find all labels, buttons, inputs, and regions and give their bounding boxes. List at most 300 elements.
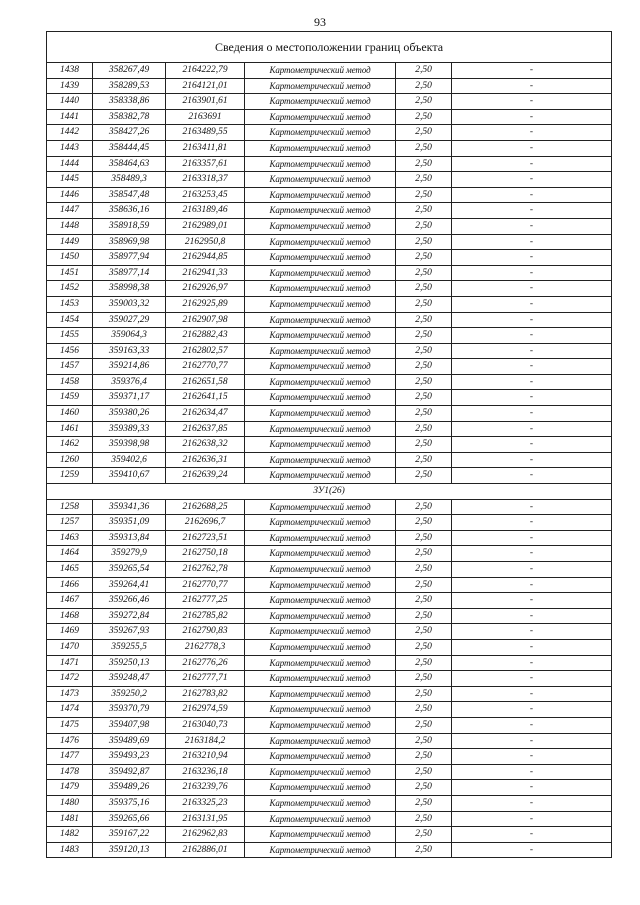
y-coordinate-cell: 2163253,45 (166, 187, 245, 203)
accuracy-cell: 2,50 (396, 515, 452, 531)
point-number-cell: 1481 (47, 811, 93, 827)
accuracy-cell: 2,50 (396, 281, 452, 297)
accuracy-cell: 2,50 (396, 811, 452, 827)
method-cell: Картометрический метод (245, 749, 396, 765)
method-cell: Картометрический метод (245, 172, 396, 188)
method-cell: Картометрический метод (245, 343, 396, 359)
method-cell: Картометрический метод (245, 63, 396, 79)
point-number-cell: 1260 (47, 452, 93, 468)
method-cell: Картометрический метод (245, 780, 396, 796)
table-row (47, 296, 612, 312)
accuracy-cell: 2,50 (396, 328, 452, 344)
accuracy-cell: 2,50 (396, 172, 452, 188)
table-row (47, 218, 612, 234)
method-cell: Картометрический метод (245, 109, 396, 125)
y-coordinate-cell: 2162696,7 (166, 515, 245, 531)
x-coordinate-cell: 359003,32 (93, 296, 166, 312)
point-number-cell: 1469 (47, 624, 93, 640)
table-row (47, 749, 612, 765)
accuracy-cell: 2,50 (396, 343, 452, 359)
method-cell: Картометрический метод (245, 265, 396, 281)
description-cell: - (452, 562, 612, 578)
boundary-table-body (47, 32, 612, 858)
accuracy-cell: 2,50 (396, 562, 452, 578)
table-row (47, 827, 612, 843)
table-row (47, 63, 612, 79)
table-row (47, 655, 612, 671)
accuracy-cell: 2,50 (396, 203, 452, 219)
y-coordinate-cell: 2162882,43 (166, 328, 245, 344)
y-coordinate-cell: 2162777,25 (166, 593, 245, 609)
table-row (47, 671, 612, 687)
method-cell: Картометрический метод (245, 717, 396, 733)
table-row (47, 686, 612, 702)
y-coordinate-cell: 2162802,57 (166, 343, 245, 359)
accuracy-cell: 2,50 (396, 140, 452, 156)
y-coordinate-cell: 2162777,71 (166, 671, 245, 687)
table-row (47, 437, 612, 453)
x-coordinate-cell: 358636,16 (93, 203, 166, 219)
accuracy-cell: 2,50 (396, 187, 452, 203)
method-cell: Картометрический метод (245, 577, 396, 593)
page-number: 93 (314, 15, 326, 29)
description-cell: - (452, 827, 612, 843)
method-cell: Картометрический метод (245, 374, 396, 390)
table-row (47, 499, 612, 515)
description-cell: - (452, 530, 612, 546)
point-number-cell: 1454 (47, 312, 93, 328)
x-coordinate-cell: 359376,4 (93, 374, 166, 390)
accuracy-cell: 2,50 (396, 546, 452, 562)
accuracy-cell: 2,50 (396, 733, 452, 749)
method-cell: Картометрический метод (245, 562, 396, 578)
y-coordinate-cell: 2163411,81 (166, 140, 245, 156)
accuracy-cell: 2,50 (396, 94, 452, 110)
y-coordinate-cell: 2162907,98 (166, 312, 245, 328)
y-coordinate-cell: 2163236,18 (166, 764, 245, 780)
section-row (47, 484, 612, 500)
description-cell: - (452, 328, 612, 344)
point-number-cell: 1446 (47, 187, 93, 203)
description-cell: - (452, 764, 612, 780)
method-cell: Картометрический метод (245, 827, 396, 843)
point-number-cell: 1257 (47, 515, 93, 531)
point-number-cell: 1444 (47, 156, 93, 172)
method-cell: Картометрический метод (245, 764, 396, 780)
accuracy-cell: 2,50 (396, 530, 452, 546)
y-coordinate-cell: 2162944,85 (166, 250, 245, 266)
point-number-cell: 1438 (47, 63, 93, 79)
x-coordinate-cell: 359279,9 (93, 546, 166, 562)
table-title-row (47, 32, 612, 63)
x-coordinate-cell: 358977,14 (93, 265, 166, 281)
table-row (47, 374, 612, 390)
x-coordinate-cell: 358969,98 (93, 234, 166, 250)
point-number-cell: 1449 (47, 234, 93, 250)
accuracy-cell: 2,50 (396, 78, 452, 94)
accuracy-cell: 2,50 (396, 702, 452, 718)
x-coordinate-cell: 359410,67 (93, 468, 166, 484)
accuracy-cell: 2,50 (396, 452, 452, 468)
accuracy-cell: 2,50 (396, 234, 452, 250)
accuracy-cell: 2,50 (396, 125, 452, 141)
table-row (47, 109, 612, 125)
description-cell: - (452, 593, 612, 609)
table-row (47, 78, 612, 94)
x-coordinate-cell: 359389,33 (93, 421, 166, 437)
table-row (47, 795, 612, 811)
x-coordinate-cell: 359492,87 (93, 764, 166, 780)
x-coordinate-cell: 359493,23 (93, 749, 166, 765)
point-number-cell: 1462 (47, 437, 93, 453)
table-row (47, 140, 612, 156)
x-coordinate-cell: 359264,41 (93, 577, 166, 593)
y-coordinate-cell: 2163131,95 (166, 811, 245, 827)
y-coordinate-cell: 2162637,85 (166, 421, 245, 437)
description-cell: - (452, 452, 612, 468)
y-coordinate-cell: 2163040,73 (166, 717, 245, 733)
accuracy-cell: 2,50 (396, 671, 452, 687)
description-cell: - (452, 749, 612, 765)
x-coordinate-cell: 359398,98 (93, 437, 166, 453)
table-row (47, 94, 612, 110)
point-number-cell: 1468 (47, 608, 93, 624)
x-coordinate-cell: 359402,6 (93, 452, 166, 468)
table-row (47, 702, 612, 718)
table-row (47, 250, 612, 266)
y-coordinate-cell: 2162762,78 (166, 562, 245, 578)
x-coordinate-cell: 358977,94 (93, 250, 166, 266)
point-number-cell: 1440 (47, 94, 93, 110)
description-cell: - (452, 702, 612, 718)
point-number-cell: 1473 (47, 686, 93, 702)
point-number-cell: 1439 (47, 78, 93, 94)
point-number-cell: 1457 (47, 359, 93, 375)
accuracy-cell: 2,50 (396, 764, 452, 780)
accuracy-cell: 2,50 (396, 359, 452, 375)
accuracy-cell: 2,50 (396, 624, 452, 640)
table-row (47, 530, 612, 546)
y-coordinate-cell: 2162778,3 (166, 639, 245, 655)
point-number-cell: 1471 (47, 655, 93, 671)
point-number-cell: 1463 (47, 530, 93, 546)
y-coordinate-cell: 2164222,79 (166, 63, 245, 79)
y-coordinate-cell: 2162962,83 (166, 827, 245, 843)
table-row (47, 172, 612, 188)
x-coordinate-cell: 359120,13 (93, 842, 166, 858)
point-number-cell: 1466 (47, 577, 93, 593)
accuracy-cell: 2,50 (396, 250, 452, 266)
table-row (47, 842, 612, 858)
point-number-cell: 1459 (47, 390, 93, 406)
description-cell: - (452, 359, 612, 375)
table-row (47, 281, 612, 297)
description-cell: - (452, 780, 612, 796)
table-row (47, 390, 612, 406)
y-coordinate-cell: 2162783,82 (166, 686, 245, 702)
accuracy-cell: 2,50 (396, 109, 452, 125)
accuracy-cell: 2,50 (396, 749, 452, 765)
method-cell: Картометрический метод (245, 530, 396, 546)
description-cell: - (452, 109, 612, 125)
x-coordinate-cell: 359214,86 (93, 359, 166, 375)
y-coordinate-cell: 2162941,33 (166, 265, 245, 281)
accuracy-cell: 2,50 (396, 655, 452, 671)
accuracy-cell: 2,50 (396, 717, 452, 733)
description-cell: - (452, 374, 612, 390)
point-number-cell: 1455 (47, 328, 93, 344)
table-title: Сведения о местоположении границ объекта (47, 32, 612, 63)
y-coordinate-cell: 2162886,01 (166, 842, 245, 858)
point-number-cell: 1472 (47, 671, 93, 687)
method-cell: Картометрический метод (245, 359, 396, 375)
accuracy-cell: 2,50 (396, 421, 452, 437)
x-coordinate-cell: 359265,54 (93, 562, 166, 578)
accuracy-cell: 2,50 (396, 437, 452, 453)
description-cell: - (452, 811, 612, 827)
method-cell: Картометрический метод (245, 406, 396, 422)
point-number-cell: 1259 (47, 468, 93, 484)
x-coordinate-cell: 359351,09 (93, 515, 166, 531)
method-cell: Картометрический метод (245, 639, 396, 655)
method-cell: Картометрический метод (245, 608, 396, 624)
point-number-cell: 1443 (47, 140, 93, 156)
description-cell: - (452, 234, 612, 250)
method-cell: Картометрический метод (245, 811, 396, 827)
method-cell: Картометрический метод (245, 140, 396, 156)
x-coordinate-cell: 359250,13 (93, 655, 166, 671)
y-coordinate-cell: 2162688,25 (166, 499, 245, 515)
method-cell: Картометрический метод (245, 842, 396, 858)
method-cell: Картометрический метод (245, 218, 396, 234)
method-cell: Картометрический метод (245, 125, 396, 141)
description-cell: - (452, 156, 612, 172)
y-coordinate-cell: 2163901,61 (166, 94, 245, 110)
description-cell: - (452, 842, 612, 858)
description-cell: - (452, 63, 612, 79)
table-row (47, 811, 612, 827)
table-row (47, 624, 612, 640)
description-cell: - (452, 140, 612, 156)
x-coordinate-cell: 358382,78 (93, 109, 166, 125)
table-row (47, 639, 612, 655)
point-number-cell: 1442 (47, 125, 93, 141)
x-coordinate-cell: 359407,98 (93, 717, 166, 733)
y-coordinate-cell: 2162636,31 (166, 452, 245, 468)
table-row (47, 156, 612, 172)
x-coordinate-cell: 358427,26 (93, 125, 166, 141)
description-cell: - (452, 499, 612, 515)
table-row (47, 780, 612, 796)
point-number-cell: 1479 (47, 780, 93, 796)
method-cell: Картометрический метод (245, 468, 396, 484)
x-coordinate-cell: 359313,84 (93, 530, 166, 546)
table-row (47, 359, 612, 375)
accuracy-cell: 2,50 (396, 639, 452, 655)
accuracy-cell: 2,50 (396, 686, 452, 702)
accuracy-cell: 2,50 (396, 593, 452, 609)
description-cell: - (452, 78, 612, 94)
table-row (47, 312, 612, 328)
table-row (47, 608, 612, 624)
table-row (47, 328, 612, 344)
point-number-cell: 1451 (47, 265, 93, 281)
x-coordinate-cell: 358444,45 (93, 140, 166, 156)
method-cell: Картометрический метод (245, 671, 396, 687)
method-cell: Картометрический метод (245, 655, 396, 671)
y-coordinate-cell: 2162770,77 (166, 577, 245, 593)
table-row (47, 764, 612, 780)
description-cell: - (452, 624, 612, 640)
y-coordinate-cell: 2162723,51 (166, 530, 245, 546)
table-row (47, 187, 612, 203)
point-number-cell: 1474 (47, 702, 93, 718)
x-coordinate-cell: 358464,63 (93, 156, 166, 172)
x-coordinate-cell: 359064,3 (93, 328, 166, 344)
y-coordinate-cell: 2163357,61 (166, 156, 245, 172)
table-row (47, 562, 612, 578)
table-row (47, 717, 612, 733)
accuracy-cell: 2,50 (396, 374, 452, 390)
y-coordinate-cell: 2163325,23 (166, 795, 245, 811)
method-cell: Картометрический метод (245, 452, 396, 468)
x-coordinate-cell: 359255,5 (93, 639, 166, 655)
point-number-cell: 1477 (47, 749, 93, 765)
method-cell: Картометрический метод (245, 795, 396, 811)
description-cell: - (452, 515, 612, 531)
point-number-cell: 1482 (47, 827, 93, 843)
point-number-cell: 1483 (47, 842, 93, 858)
description-cell: - (452, 639, 612, 655)
y-coordinate-cell: 2162750,18 (166, 546, 245, 562)
table-row (47, 546, 612, 562)
method-cell: Картометрический метод (245, 499, 396, 515)
y-coordinate-cell: 2163210,94 (166, 749, 245, 765)
table-row (47, 343, 612, 359)
method-cell: Картометрический метод (245, 296, 396, 312)
x-coordinate-cell: 359163,33 (93, 343, 166, 359)
table-row (47, 452, 612, 468)
description-cell: - (452, 125, 612, 141)
x-coordinate-cell: 359272,84 (93, 608, 166, 624)
point-number-cell: 1478 (47, 764, 93, 780)
point-number-cell: 1456 (47, 343, 93, 359)
description-cell: - (452, 187, 612, 203)
y-coordinate-cell: 2162974,59 (166, 702, 245, 718)
x-coordinate-cell: 358998,38 (93, 281, 166, 297)
x-coordinate-cell: 358489,3 (93, 172, 166, 188)
y-coordinate-cell: 2164121,01 (166, 78, 245, 94)
accuracy-cell: 2,50 (396, 780, 452, 796)
x-coordinate-cell: 359250,2 (93, 686, 166, 702)
x-coordinate-cell: 359167,22 (93, 827, 166, 843)
y-coordinate-cell: 2162634,47 (166, 406, 245, 422)
y-coordinate-cell: 2162989,01 (166, 218, 245, 234)
x-coordinate-cell: 359370,79 (93, 702, 166, 718)
description-cell: - (452, 468, 612, 484)
description-cell: - (452, 265, 612, 281)
point-number-cell: 1453 (47, 296, 93, 312)
point-number-cell: 1445 (47, 172, 93, 188)
table-row (47, 265, 612, 281)
method-cell: Картометрический метод (245, 78, 396, 94)
description-cell: - (452, 390, 612, 406)
description-cell: - (452, 343, 612, 359)
description-cell: - (452, 733, 612, 749)
x-coordinate-cell: 359375,16 (93, 795, 166, 811)
method-cell: Картометрический метод (245, 733, 396, 749)
table-row (47, 577, 612, 593)
y-coordinate-cell: 2162776,26 (166, 655, 245, 671)
section-label: ЗУ1(26) (47, 484, 612, 500)
method-cell: Картометрический метод (245, 702, 396, 718)
description-cell: - (452, 671, 612, 687)
method-cell: Картометрический метод (245, 546, 396, 562)
accuracy-cell: 2,50 (396, 795, 452, 811)
y-coordinate-cell: 2162790,83 (166, 624, 245, 640)
description-cell: - (452, 655, 612, 671)
description-cell: - (452, 795, 612, 811)
description-cell: - (452, 421, 612, 437)
description-cell: - (452, 218, 612, 234)
table-row (47, 406, 612, 422)
y-coordinate-cell: 2163184,2 (166, 733, 245, 749)
point-number-cell: 1467 (47, 593, 93, 609)
accuracy-cell: 2,50 (396, 265, 452, 281)
x-coordinate-cell: 358338,86 (93, 94, 166, 110)
description-cell: - (452, 437, 612, 453)
point-number-cell: 1447 (47, 203, 93, 219)
y-coordinate-cell: 2162785,82 (166, 608, 245, 624)
x-coordinate-cell: 359248,47 (93, 671, 166, 687)
x-coordinate-cell: 359489,26 (93, 780, 166, 796)
point-number-cell: 1480 (47, 795, 93, 811)
table-row (47, 593, 612, 609)
accuracy-cell: 2,50 (396, 156, 452, 172)
point-number-cell: 1458 (47, 374, 93, 390)
y-coordinate-cell: 2162950,8 (166, 234, 245, 250)
accuracy-cell: 2,50 (396, 608, 452, 624)
table-row (47, 733, 612, 749)
accuracy-cell: 2,50 (396, 296, 452, 312)
x-coordinate-cell: 359341,36 (93, 499, 166, 515)
method-cell: Картометрический метод (245, 390, 396, 406)
method-cell: Картометрический метод (245, 686, 396, 702)
method-cell: Картометрический метод (245, 312, 396, 328)
method-cell: Картометрический метод (245, 187, 396, 203)
y-coordinate-cell: 2162639,24 (166, 468, 245, 484)
description-cell: - (452, 296, 612, 312)
table-row (47, 421, 612, 437)
description-cell: - (452, 203, 612, 219)
x-coordinate-cell: 359371,17 (93, 390, 166, 406)
accuracy-cell: 2,50 (396, 577, 452, 593)
boundary-table-container (46, 31, 611, 858)
accuracy-cell: 2,50 (396, 499, 452, 515)
point-number-cell: 1450 (47, 250, 93, 266)
accuracy-cell: 2,50 (396, 218, 452, 234)
table-row (47, 125, 612, 141)
boundary-table (46, 31, 612, 858)
description-cell: - (452, 686, 612, 702)
x-coordinate-cell: 358267,49 (93, 63, 166, 79)
description-cell: - (452, 546, 612, 562)
x-coordinate-cell: 359267,93 (93, 624, 166, 640)
table-row (47, 468, 612, 484)
y-coordinate-cell: 2163239,76 (166, 780, 245, 796)
y-coordinate-cell: 2163189,46 (166, 203, 245, 219)
method-cell: Картометрический метод (245, 328, 396, 344)
